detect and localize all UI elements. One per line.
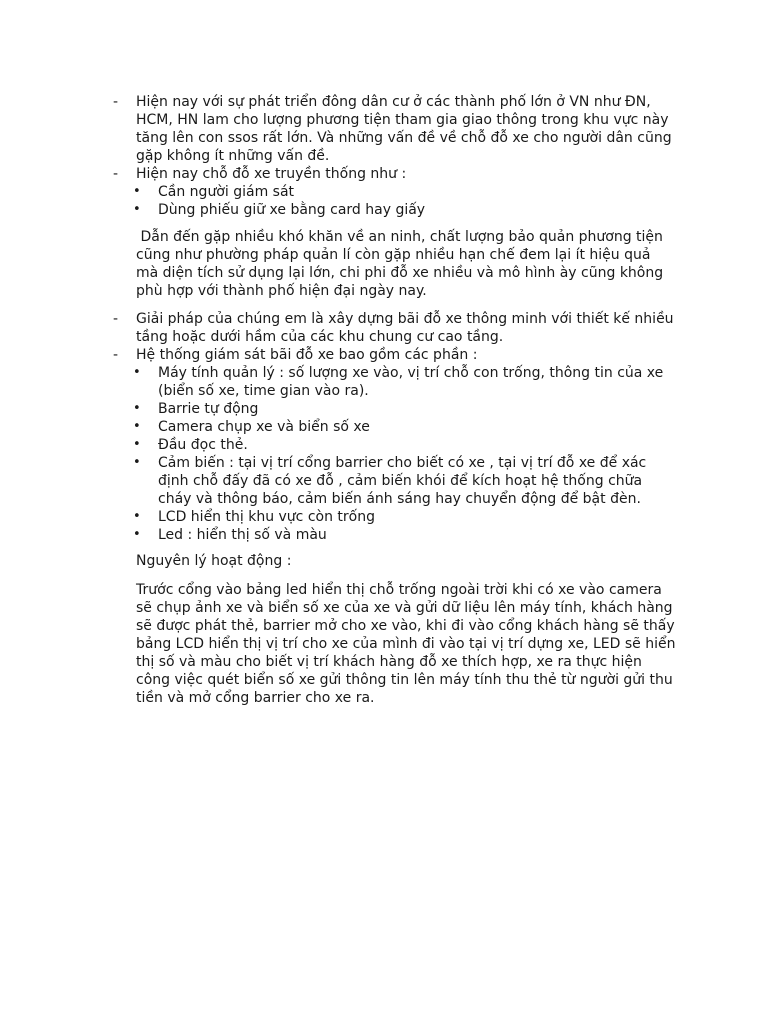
dash-marker: - xyxy=(113,94,119,110)
bullet-marker: • xyxy=(133,455,141,470)
bullet-text: Cần người giám sát xyxy=(158,184,295,200)
bullet-list-item xyxy=(0,418,676,436)
bullet-list-item xyxy=(0,364,676,400)
bullet-marker: • xyxy=(133,401,141,416)
bullet-marker: • xyxy=(133,509,141,524)
dash-marker: - xyxy=(113,311,119,327)
bullet-text: Cảm biến : tại vị trí cổng barrier cho biết có xe , tại vị trí đỗ xe để xác định chỗ đấy đã có xe đỗ , cảm biến khói để kích hoạt hệ thống chữa cháy và thông báo, cảm biến ánh sáng hay chuyển động để bật đèn. xyxy=(158,455,647,507)
principle-section xyxy=(0,552,768,570)
bullet-text: Barrie tự động xyxy=(158,401,259,417)
bullet-list-item xyxy=(0,436,676,454)
bullet-list-item xyxy=(0,400,676,418)
principle-paragraph: Trước cổng vào bảng led hiển thị chỗ trống ngoài trời khi có xe vào camera sẽ chụp ảnh xe và biển số xe của xe và gửi dữ liệu lên máy tính, khách hàng sẽ được phát thẻ, barrier mở cho xe vào, khi đi vào cổng khách hàng sẽ thấy bảng LCD hiển thị vị trí cho xe của mình đi vào tại vị trí dựng xe, LED sẽ hiển thị số và màu cho biết vị trí khách hàng đỗ xe thích hợp, xe ra thực hiện công việc quét biển số xe gửi thông tin lên máy tính thu thẻ từ người gửi thu tiền và mở cổng barrier cho xe ra. xyxy=(136,582,676,706)
bullet-marker: • xyxy=(133,202,141,217)
principle-heading: Nguyên lý hoạt động : xyxy=(136,553,292,569)
list-item-text: Hệ thống giám sát bãi đỗ xe bao gồm các phần : xyxy=(136,347,478,363)
dash-list-item xyxy=(0,93,676,165)
bullet-list-item xyxy=(0,526,676,544)
bullet-list-item xyxy=(0,183,676,201)
dash-list-item xyxy=(0,310,676,346)
bullet-list-item xyxy=(0,508,676,526)
section-solution xyxy=(0,310,768,544)
principle-body xyxy=(0,581,768,707)
list-item-text: Hiện nay với sự phát triển đông dân cư ở các thành phố lớn ở VN như ĐN, HCM, HN lam cho lượng phương tiện tham gia giao thông trong khu vực này tăng lên con ssos rất lớn. Và những vấn đề về chỗ đỗ xe cho người dân cũng gặp không ít những vấn đề. xyxy=(136,94,672,164)
list-item-text: Hiện nay chỗ đỗ xe truyền thống như : xyxy=(136,166,407,182)
dash-list-item xyxy=(0,346,676,364)
paragraph-text: Dẫn đến gặp nhiều khó khăn về an ninh, chất lượng bảo quản phương tiện cũng như phường pháp quản lí còn gặp nhiều hạn chế đem lại ít hiệu quả mà diện tích sử dụng lại lớn, chi phi đỗ xe nhiều và mô hình ày cũng không phù hợp với thành phố hiện đại ngày nay. xyxy=(136,229,668,299)
dash-marker: - xyxy=(113,166,119,182)
bullet-text: Camera chụp xe và biển số xe xyxy=(158,419,370,435)
dash-list-item xyxy=(0,165,676,183)
bullet-text: Dùng phiếu giữ xe bằng card hay giấy xyxy=(158,202,426,218)
dash-marker: - xyxy=(113,347,119,363)
paragraph-problems xyxy=(0,228,768,300)
bullet-text: Đầu đọc thẻ. xyxy=(158,437,248,453)
bullet-marker: • xyxy=(133,184,141,199)
bullet-list-item xyxy=(0,201,676,219)
bullet-marker: • xyxy=(133,419,141,434)
list-item-text: Giải pháp của chúng em là xây dựng bãi đỗ xe thông minh với thiết kế nhiều tầng hoặc dưới hầm của các khu chung cư cao tầng. xyxy=(136,311,674,345)
bullet-list-item xyxy=(0,454,676,508)
bullet-marker: • xyxy=(133,437,141,452)
bullet-marker: • xyxy=(133,527,141,542)
bullet-text: Led : hiển thị số và màu xyxy=(158,527,327,543)
bullet-text: LCD hiển thị khu vực còn trống xyxy=(158,509,375,525)
bullet-marker: • xyxy=(133,365,141,380)
bullet-text: Máy tính quản lý : số lượng xe vào, vị trí chỗ con trống, thông tin của xe (biển số xe, time gian vào ra). xyxy=(158,365,664,399)
section-intro xyxy=(0,93,768,219)
